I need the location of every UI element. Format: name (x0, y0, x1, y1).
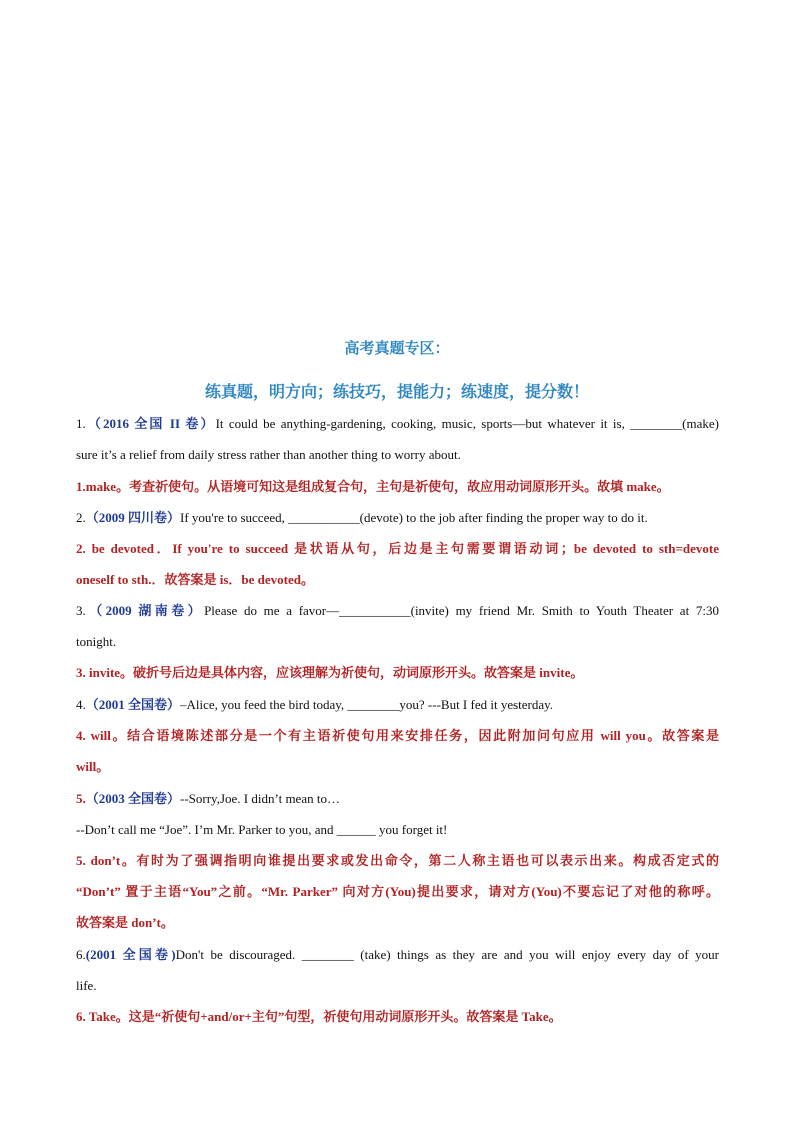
question-5-continued: --Don’t call me “Joe”. I’m Mr. Parker to you, and ______ you forget it! (76, 822, 448, 837)
answer-5-continued-2: 故答案是 don’t。 (76, 915, 174, 930)
answer-5-continued: “Don’t” 置于主语“You”之前。“Mr. Parker” 向对方(You)提出要求，请对方(You)不要忘记了对他的称呼。 (76, 884, 719, 899)
question-source: （2016 全国 II 卷） (85, 416, 216, 431)
section-title: 高考真题专区： (344, 339, 450, 357)
question-number: 2. (76, 510, 86, 525)
question-text: --Sorry,Joe. I didn’t mean to… (180, 791, 340, 806)
question-2 (76, 509, 719, 527)
question-text: It could be anything-gardening, cooking, music, sports—but whatever it is, ________(make) (215, 416, 719, 431)
answer-6: 6. Take。这是“祈使句+and/or+主句”句型，祈使句用动词原形开头。故答案是 Take。 (76, 1009, 562, 1024)
question-1-continued: sure it’s a relief from daily stress rather than another thing to worry about. (76, 447, 461, 462)
question-6 (76, 946, 719, 964)
question-number: 5. (76, 791, 86, 806)
answer-4: 4. will。结合语境陈述部分是一个有主语祈使句用来安排任务，因此附加问句应用 will you。故答案是 (76, 728, 719, 743)
answer-3: 3. invite。破折号后边是具体内容，应该理解为祈使句，动词原形开头。故答案是 invite。 (76, 665, 584, 680)
question-text: Don't be discouraged. ________ (take) things as they are and you will enjoy every day of your (175, 947, 719, 962)
question-3 (76, 602, 719, 620)
question-text: –Alice, you feed the bird today, ________you? ---But I fed it yesterday. (180, 697, 554, 712)
question-source: （2003 全国卷） (85, 791, 181, 806)
question-number: 4. (76, 697, 86, 712)
question-1 (76, 415, 719, 433)
question-text: If you're to succeed, ___________(devote) to the job after finding the proper way to do it. (180, 510, 648, 525)
answer-4-continued: will。 (76, 759, 110, 774)
question-6-continued: life. (76, 978, 97, 993)
question-source: （2009 湖南卷） (85, 603, 205, 618)
answer-2-continued: oneself to sth.．故答案是 is．be devoted。 (76, 572, 314, 587)
question-number: 3. (76, 603, 86, 618)
question-source: （2001 全国卷） (85, 697, 181, 712)
question-4 (76, 696, 719, 714)
question-source: （2009 四川卷） (85, 510, 181, 525)
question-text: Please do me a favor—___________(invite) my friend Mr. Smith to Youth Theater at 7:30 (204, 603, 719, 618)
answer-5: 5. don’t。有时为了强调指明向谁提出要求或发出命令，第二人称主语也可以表示出来。构成否定式的 (76, 853, 719, 868)
question-number: 6. (76, 947, 86, 962)
answer-1: 1.make。考查祈使句。从语境可知这是组成复合句，主句是祈使句，故应用动词原形开头。故填 make。 (76, 479, 670, 494)
question-source: (2001 全国卷) (85, 947, 176, 962)
section-subtitle: 练真题，明方向；练技巧，提能力；练速度，提分数！ (204, 382, 589, 401)
question-number: 1. (76, 416, 86, 431)
answer-2: 2. be devoted．If you're to succeed 是状语从句，后边是主句需要谓语动词；be devoted to sth=devote (76, 541, 719, 556)
question-5 (76, 790, 719, 808)
question-3-continued: tonight. (76, 634, 117, 649)
